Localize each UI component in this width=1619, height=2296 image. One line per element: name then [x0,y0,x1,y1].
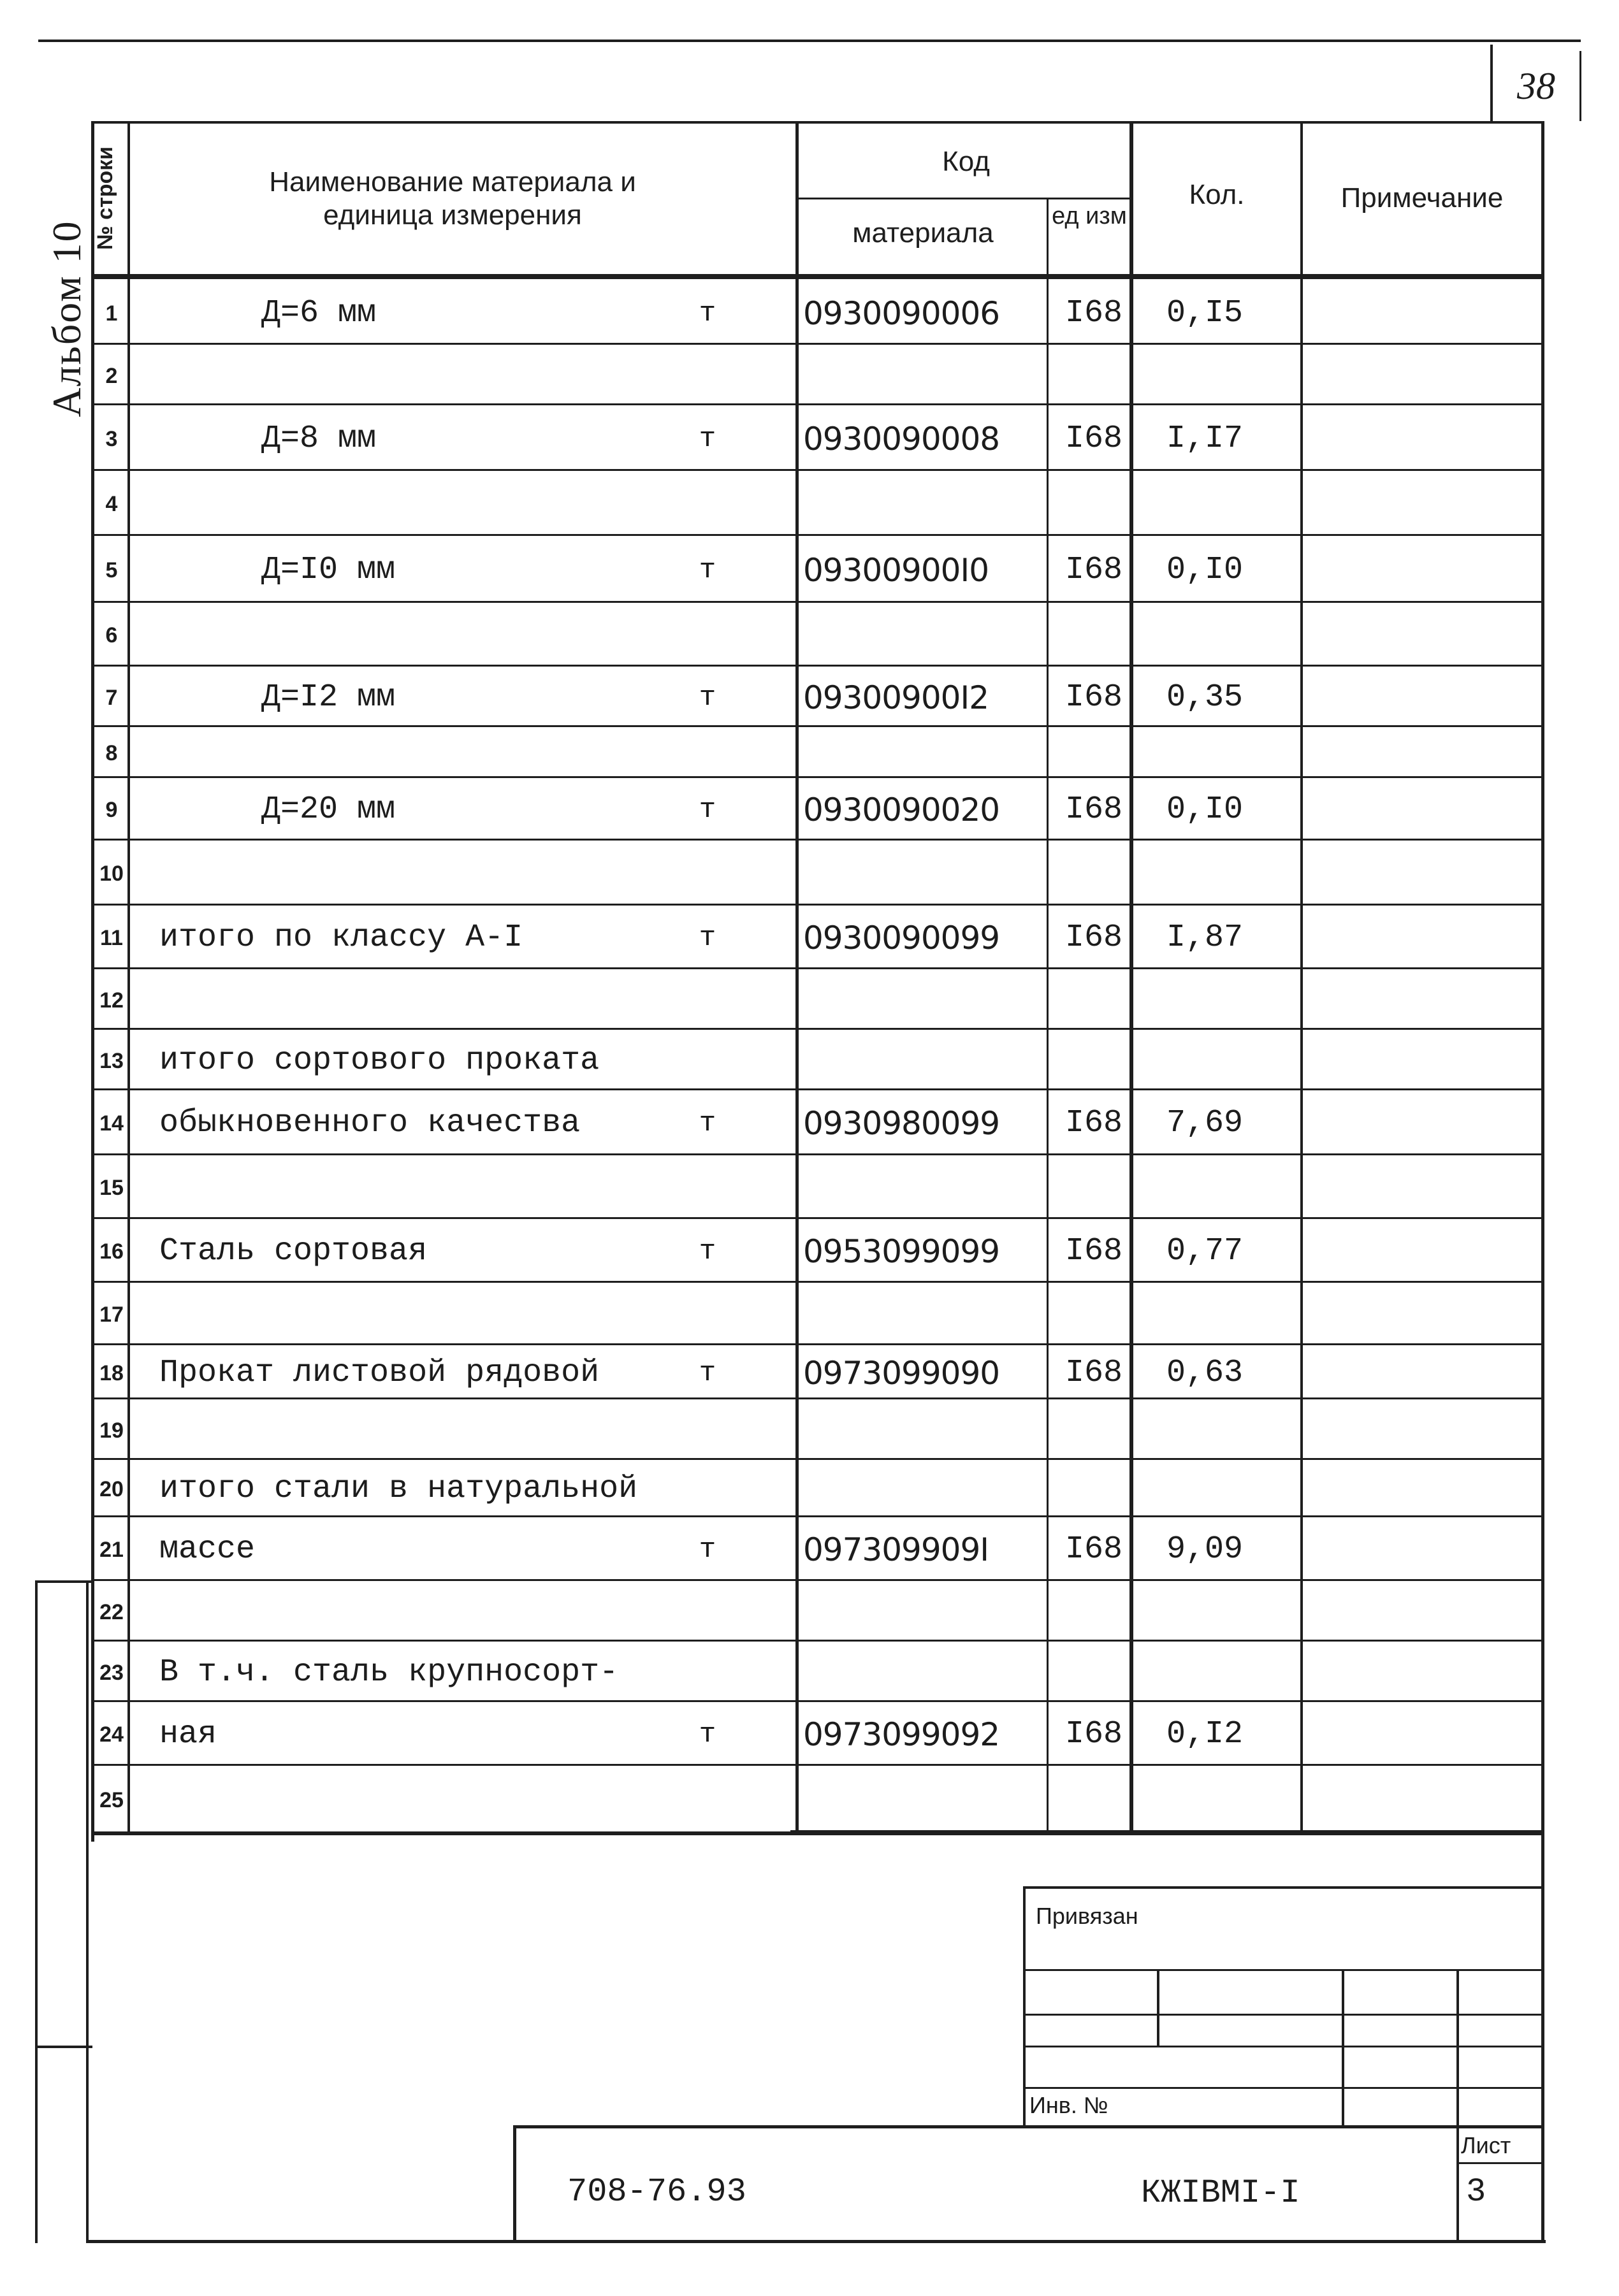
row-divider [91,1217,1544,1219]
row-number: 8 [105,741,118,765]
row-number: 12 [99,988,124,1013]
row-material-code: 09300900I2 [803,679,989,716]
row-divider [91,1764,1544,1766]
row-unit: т [699,1719,716,1751]
row-material-code: 0953099099 [803,1233,1000,1270]
row-number: 23 [99,1660,124,1685]
row-quantity: 0,I0 [1166,551,1244,588]
row-material-name: Прокат листовой рядовой [159,1354,600,1391]
row-divider [91,665,1544,667]
row-quantity: 0,63 [1166,1354,1244,1391]
row-number: 20 [99,1477,124,1501]
row-number: 7 [105,685,118,710]
sheet-number: 3 [1466,2173,1486,2211]
row-unit-code: I68 [1064,920,1122,956]
row-divider [91,1700,1544,1702]
row-material-name: Д=8 мм [261,420,377,457]
page-number: 38 [1517,65,1555,107]
row-material-name: обыкновенного качества [159,1105,581,1141]
row-material-code: 0930090020 [803,791,1000,828]
row-divider [91,1579,1544,1581]
row-material-name: Сталь сортовая [159,1233,428,1269]
row-unit-code: I68 [1064,791,1122,828]
row-divider [91,967,1544,969]
document-number: 708-76.93 [567,2173,746,2211]
row-unit: т [699,422,716,455]
row-number: 24 [99,1722,124,1747]
row-quantity: I,87 [1166,920,1244,956]
row-unit: т [699,922,716,954]
row-number: 13 [99,1048,124,1073]
row-material-code: 0930090008 [803,420,1000,458]
row-divider [91,1458,1544,1460]
row-unit-code: I68 [1064,1531,1122,1568]
row-number: 18 [99,1361,124,1385]
row-quantity: 0,I2 [1166,1716,1244,1752]
row-material-name: Д=20 мм [261,791,396,828]
album-side-note: Альбом 10 [44,220,89,417]
row-number: 10 [99,862,124,886]
row-divider [91,1153,1544,1155]
row-number: 5 [105,558,118,582]
row-unit: т [699,681,716,714]
row-divider [91,1088,1544,1090]
row-divider [91,1343,1544,1345]
row-divider [91,725,1544,727]
row-number: 15 [99,1176,124,1200]
sheet-label: Лист [1461,2132,1511,2158]
row-quantity: 0,I0 [1166,791,1244,828]
row-divider [91,1831,1544,1833]
row-number: 6 [105,623,118,647]
header-note: Примечание [1340,182,1504,213]
row-material-name: В т.ч. сталь крупносорт- [159,1654,619,1691]
row-material-code: 09300900I0 [803,551,989,589]
row-number: 9 [105,798,118,822]
row-unit: т [699,1236,716,1267]
row-divider [91,343,1544,345]
inventory-number-label: Инв. № [1029,2092,1108,2118]
row-unit-code: I68 [1064,1716,1122,1752]
row-number: 3 [105,426,118,451]
row-divider [91,1397,1544,1399]
header-material-code: материала [852,217,994,249]
row-divider [91,904,1544,906]
row-divider [91,469,1544,471]
row-unit: т [699,1108,716,1139]
row-number: 4 [105,492,118,516]
row-quantity: 0,35 [1166,679,1244,716]
row-divider [91,1515,1544,1517]
row-number: 25 [99,1788,124,1812]
header-material-name: Наименование материала и единица измерения [269,166,636,231]
row-unit-code: I68 [1064,1105,1122,1141]
row-divider [91,1281,1544,1283]
row-number: 19 [99,1418,124,1443]
row-unit-code: I68 [1064,295,1122,331]
row-material-code: 097309909I [803,1531,989,1568]
row-unit-code: I68 [1064,679,1122,716]
row-divider [91,403,1544,405]
row-divider [91,1028,1544,1030]
row-material-name: итого стали в натуральной [159,1471,638,1507]
row-material-code: 0930980099 [803,1105,1000,1142]
row-quantity: 0,I5 [1166,295,1244,331]
row-quantity: 9,09 [1166,1531,1244,1568]
row-quantity: I,I7 [1166,420,1244,457]
document-code: КЖIВМI-I [1141,2174,1300,2212]
row-unit-code: I68 [1064,420,1122,457]
row-unit-code: I68 [1064,551,1122,588]
row-unit: т [699,1534,716,1566]
row-unit-code: I68 [1064,1354,1122,1391]
row-quantity: 7,69 [1166,1105,1244,1141]
header-unit: ед изм [1052,203,1127,229]
row-divider [91,1640,1544,1642]
row-material-name: итого по классу А-I [159,920,523,956]
row-unit: т [699,298,716,329]
row-material-name: Д=I2 мм [261,679,396,716]
row-number: 1 [105,301,118,326]
header-quantity: Кол. [1189,179,1245,210]
row-number: 16 [99,1239,124,1264]
row-material-name: массе [159,1531,256,1568]
row-divider [91,776,1544,778]
row-divider [91,839,1544,841]
row-material-code: 0973099092 [803,1716,1000,1753]
header-code: Код [942,146,990,177]
row-material-name: Д=6 мм [261,295,377,331]
row-number: 11 [100,926,123,950]
row-material-code: 0973099090 [803,1354,1000,1392]
row-unit: т [699,794,716,826]
row-material-name: Д=I0 мм [261,551,396,588]
row-number: 21 [99,1538,124,1562]
row-unit: т [699,1357,716,1389]
row-number: 17 [99,1303,124,1327]
row-quantity: 0,77 [1166,1233,1244,1269]
row-material-name: итого сортового проката [159,1042,600,1079]
row-material-code: 0930090099 [803,920,1000,957]
row-material-code: 0930090006 [803,295,1000,332]
row-divider [91,601,1544,603]
row-unit-code: I68 [1064,1233,1122,1269]
row-number: 2 [105,363,118,388]
row-divider [91,534,1544,536]
row-number: 14 [99,1111,124,1136]
row-material-name: ная [159,1716,217,1752]
header-row-number: № строки [93,146,117,250]
row-number: 22 [99,1599,124,1624]
row-unit: т [699,554,716,586]
privyazan-label: Привязан [1036,1903,1138,1929]
